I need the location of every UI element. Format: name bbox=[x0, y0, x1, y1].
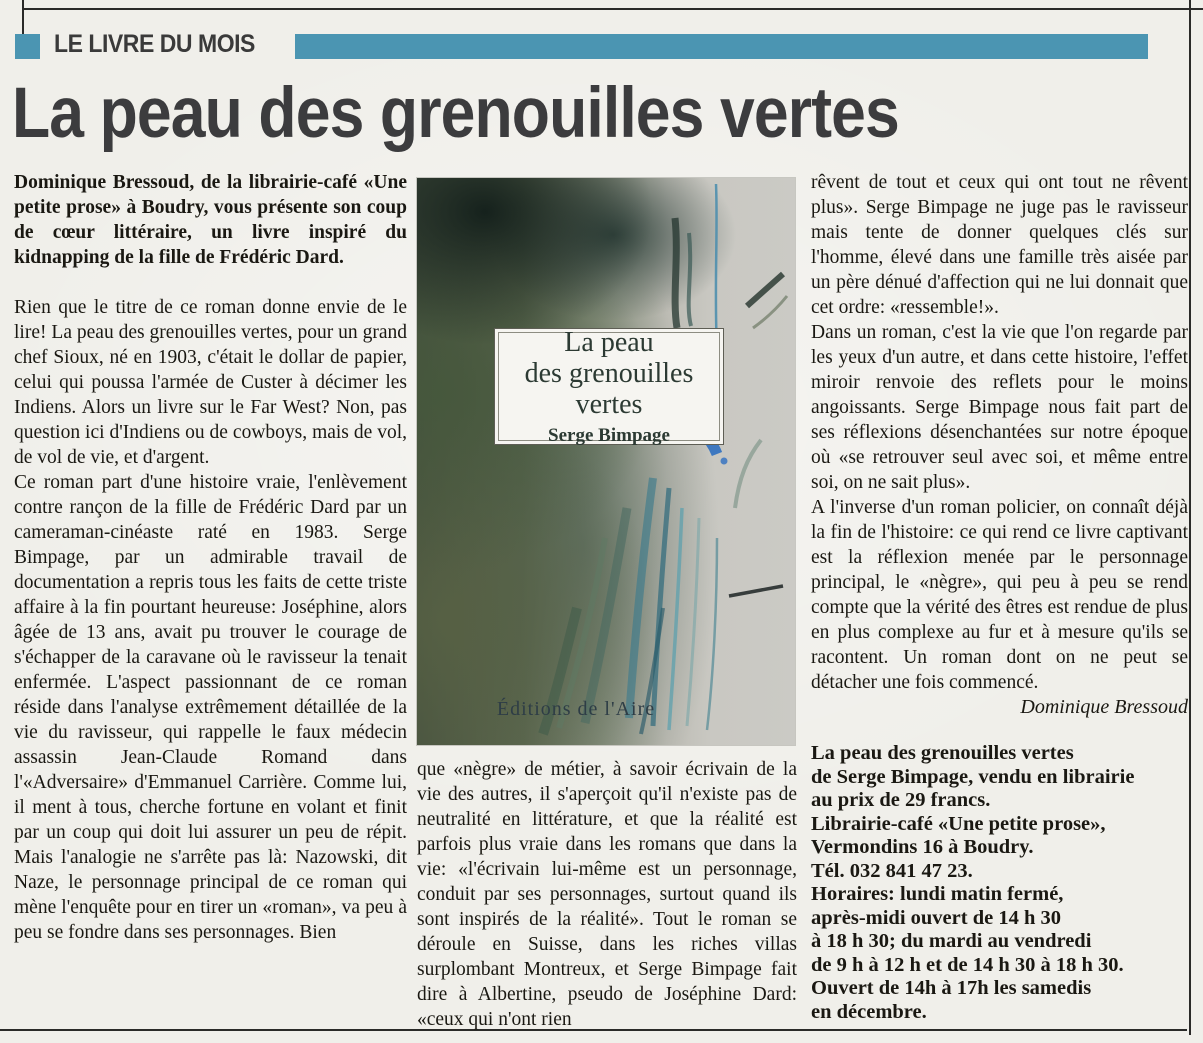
cover-title-line: des grenouilles bbox=[524, 357, 694, 389]
info-line: après-midi ouvert de 14 h 30 bbox=[811, 906, 1061, 929]
cover-title-line: vertes bbox=[575, 388, 643, 420]
cover-title-box-frame bbox=[498, 326, 720, 446]
info-line: Horaires: lundi matin fermé, bbox=[811, 883, 1064, 905]
column-2 bbox=[417, 170, 797, 1032]
top-left-corner-tick bbox=[22, 0, 24, 36]
body-paragraph: Rien que le titre de ce roman donne envie de le lire! La peau des grenouilles vertes, pour un grand chef Sioux, né en 1903, c'était le dollar de papier, celui qui poussa l'armée de Custer à décimer les Indiens. Alors un livre sur le Far West? Non, pas question ici d'Indiens ou de cowboys, mais de vol, de vol de vie, et d'argent. bbox=[14, 297, 407, 468]
cover-title-box bbox=[494, 328, 724, 445]
cover-author: Serge Bimpage bbox=[548, 424, 670, 446]
body-paragraph: rêvent de tout et ceux qui ont tout ne rêvent plus». Serge Bimpage ne juge pas le ravisseur mais tente de donner quelques clés sur l'homme, élevé dans une famille très aisée par un père dénué d'affection qui ne lui donnait que cet ordre: «ressemble!». bbox=[811, 172, 1188, 318]
book-cover-image bbox=[417, 178, 795, 745]
bookshop-info-box bbox=[811, 742, 1188, 1024]
lead-paragraph: Dominique Bressoud, de la librairie-café «Une petite prose» à Boudry, vous présente son coup de cœur littéraire, un livre inspiré du kidnapping de la fille de Frédéric Dard. bbox=[14, 172, 407, 268]
body-paragraph: Ce roman part d'une histoire vraie, l'enlèvement contre rançon de la fille de Frédéric Dard par un cameraman-cinéaste raté en 1983. Serge Bimpage, par un admirable travail de documentation a repris tous les faits de cette triste affaire à la fin pourtant heureuse: Joséphine, alors âgée de 13 ans, avait pu trouver le courage de s'échapper de la caravane où le ravisseur la tenait enfermée. L'aspect passionnant de ce roman réside dans l'analyse extrêmement détaillée de la vie du ravisseur, qui rappelle le faux médecin assassin Jean-Claude Romand dans l'«Adversaire» d'Emmanuel Carrière. Comme lui, il ment à tous, cherche fortune en volant et finit par un coup qui doit lui assurer un peu de répit. Mais l'analogie ne s'arrête pas là: Nazowski, dit Naze, le personnage principal de ce roman qui mène l'enquête pour en tirer un «roman», va peu à peu se fondre dans ses personnages. Bien bbox=[14, 472, 407, 943]
body-paragraph: que «nègre» de métier, à savoir écrivain de la vie des autres, il s'aperçoit qu'il n'existe pas de neutralité en littérature, et que la réalité est parfois plus vraie dans les romans que dans la vie: «l'écrivain lui-même est un personnage, conduit par ses personnages, surtout quand ils sont inspirés de la réalité». Tout le roman se déroule en Suisse, dans les riches villas surplombant Montreux, et Serge Bimpage fait dire à Albertine, pseudo de Joséphine Dard: «ceux qui n'ont rien bbox=[417, 759, 797, 1030]
byline: Dominique Bressoud bbox=[1020, 696, 1188, 718]
column-3 bbox=[811, 170, 1188, 1024]
cover-title-line: La peau bbox=[564, 326, 654, 358]
body-paragraph: Dans un roman, c'est la vie que l'on regarde par les yeux d'un autre, et dans cette histoire, l'effet miroir renvoie des reflets pour le moins angoissants. Serge Bimpage nous fait part de ses réflexions désenchantées sur notre époque où «se retrouver seul avec soi, et même entre soi, on ne sait plus». bbox=[811, 322, 1188, 493]
info-line: La peau des grenouilles vertes bbox=[811, 742, 1074, 764]
info-line: Ouvert de 14h à 17h les samedis bbox=[811, 977, 1092, 999]
info-line: de Serge Bimpage, vendu en librairie bbox=[811, 765, 1135, 788]
info-line: Tél. 032 841 47 23. bbox=[811, 859, 973, 882]
info-line: à 18 h 30; du mardi au vendredi bbox=[811, 930, 1092, 952]
kicker-accent-bar bbox=[295, 34, 1148, 59]
info-line: de 9 h à 12 h et de 14 h 30 à 18 h 30. bbox=[811, 953, 1124, 976]
top-rule bbox=[24, 8, 1203, 10]
info-line: Librairie-café «Une petite prose», bbox=[811, 812, 1106, 835]
info-line: au prix de 29 francs. bbox=[811, 789, 991, 811]
info-line: en décembre. bbox=[811, 1000, 927, 1023]
cover-painting bbox=[417, 178, 795, 745]
kicker-accent-square bbox=[15, 34, 40, 59]
article-headline: La peau des grenouilles vertes bbox=[12, 74, 899, 153]
column-1 bbox=[14, 170, 407, 945]
cover-publisher: Éditions de l'Aire bbox=[496, 698, 656, 720]
body-paragraph: A l'inverse d'un roman policier, on connaît déjà la fin de l'histoire: ce qui rend ce livre captivant est la réflexion menée par le personnage principal, le «nègre», qui peu à peu se rend compte que la vérité des êtres est rendue de plus en plus complexe au fur et à mesure qu'ils se racontent. Un roman dont on ne peut se détacher une fois commencé. bbox=[811, 497, 1188, 693]
info-line: Vermondins 16 à Boudry. bbox=[811, 836, 1034, 858]
section-kicker: LE LIVRE DU MOIS bbox=[54, 30, 255, 58]
right-edge-rule bbox=[1189, 0, 1191, 1035]
